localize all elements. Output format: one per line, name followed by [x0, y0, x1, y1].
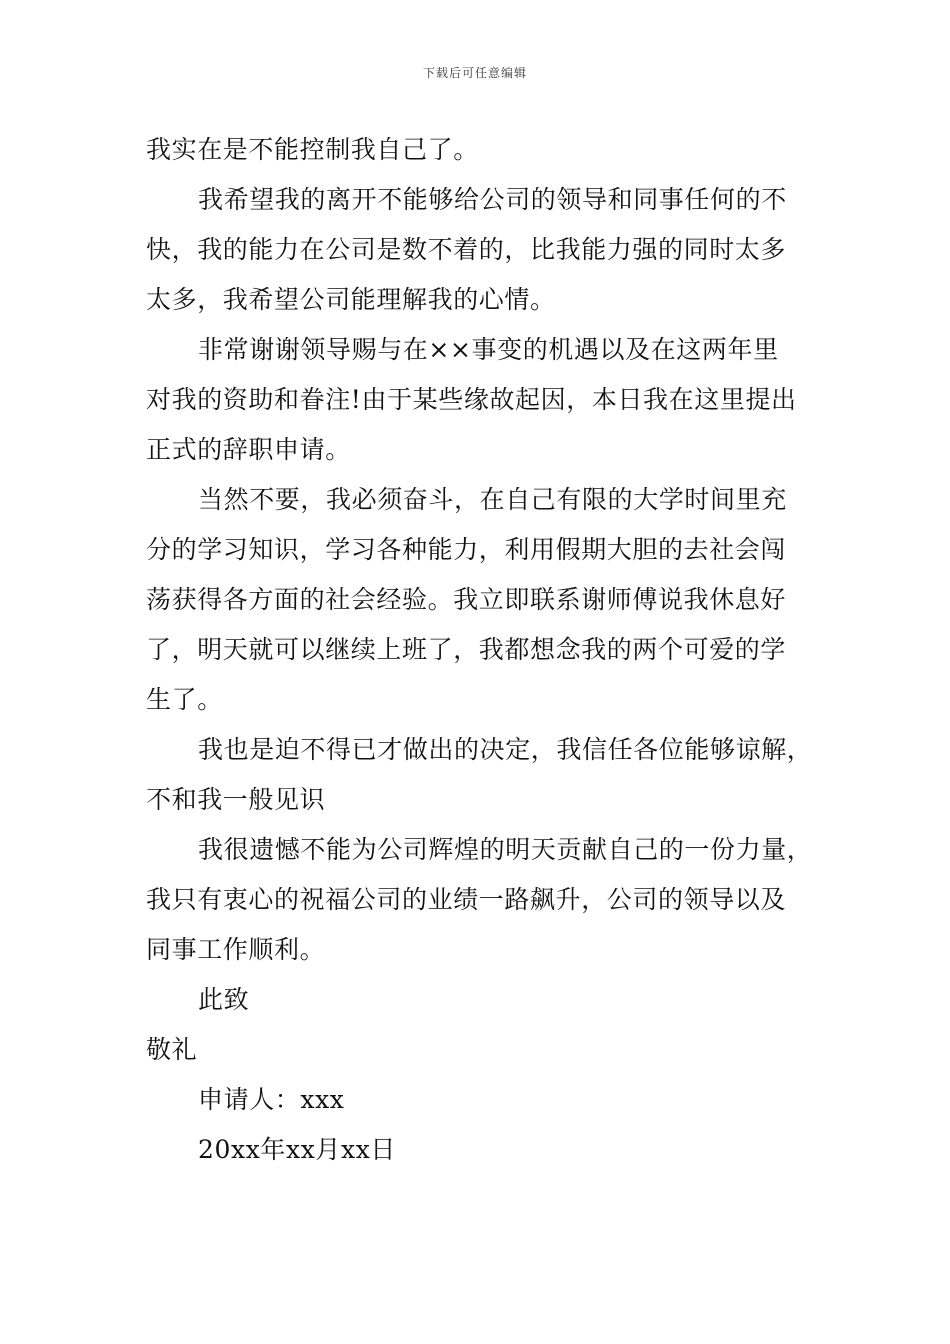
text-line: 非常谢谢领导赐与在××事变的机遇以及在这两年里 [198, 335, 779, 364]
page-header-note: 下载后可任意编辑 [422, 66, 527, 80]
letter-date: 20xx年xx月xx日 [198, 1135, 397, 1164]
text-line: 快，我的能力在公司是数不着的，比我能力强的同时太多 [146, 235, 787, 264]
text-line: 分的学习知识，学习各种能力，利用假期大胆的去社会闯 [146, 535, 787, 564]
text-line: 我实在是不能控制我自己了。 [146, 135, 479, 164]
applicant-signature: 申请人：xxx [198, 1085, 345, 1114]
text-line: 不和我一般见识 [146, 785, 326, 814]
text-line: 太多，我希望公司能理解我的心情。 [146, 285, 556, 314]
closing-salutation: 此致 [198, 985, 250, 1014]
text-line: 我希望我的离开不能够给公司的领导和同事任何的不 [198, 185, 787, 214]
text-line: 我也是迫不得已才做出的决定，我信任各位能够谅解， [198, 735, 813, 764]
letter-body [146, 125, 818, 1175]
text-line: 对我的资助和眷注!由于某些缘故起因，本日我在这里提出 [146, 385, 797, 414]
text-line: 生了。 [146, 685, 223, 714]
text-line: 荡获得各方面的社会经验。我立即联系谢师傅说我休息好 [146, 585, 787, 614]
closing-regards: 敬礼 [146, 1035, 198, 1064]
text-line: 同事工作顺利。 [146, 935, 326, 964]
text-line: 我很遗憾不能为公司辉煌的明天贡献自己的一份力量， [198, 835, 813, 864]
text-line: 我只有衷心的祝福公司的业绩一路飙升，公司的领导以及 [146, 885, 787, 914]
text-line: 了，明天就可以继续上班了，我都想念我的两个可爱的学 [146, 635, 787, 664]
text-line: 当然不要，我必须奋斗，在自己有限的大学时间里充 [198, 485, 787, 514]
text-line: 正式的辞职申请。 [146, 435, 351, 464]
